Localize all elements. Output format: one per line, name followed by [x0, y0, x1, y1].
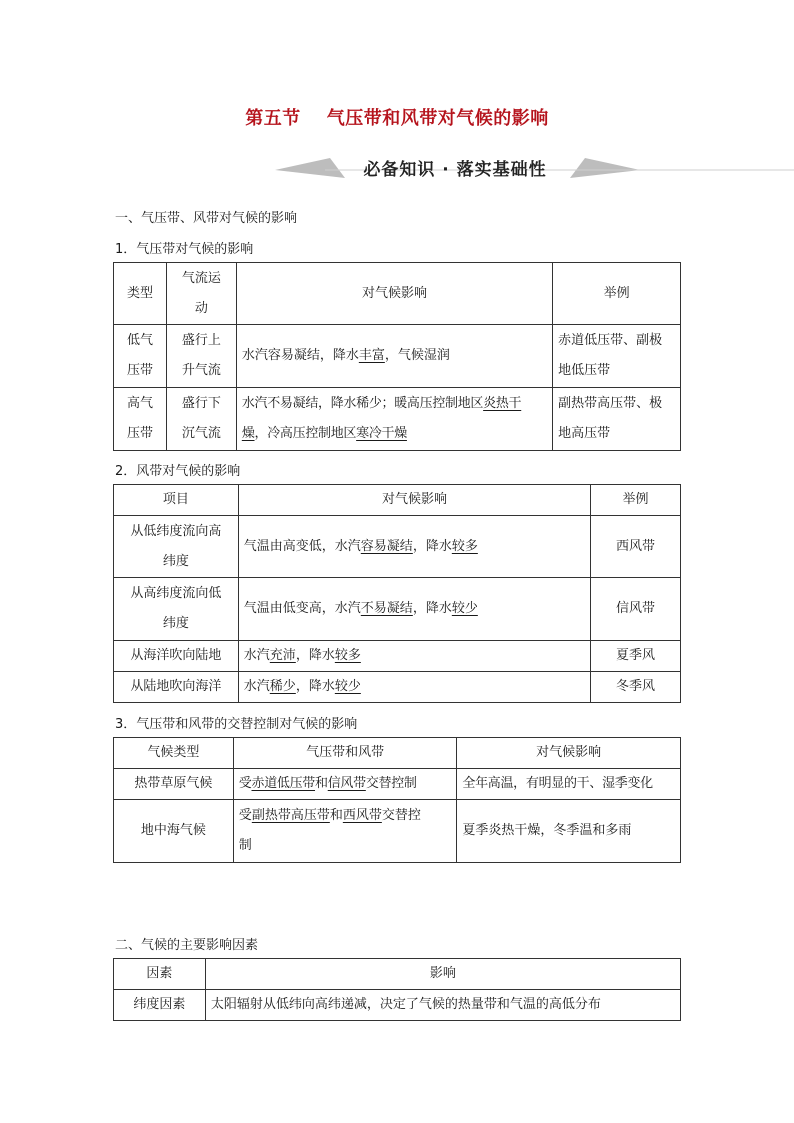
cell-text: 气温由低变高，水汽 — [243, 601, 361, 616]
table-header-row — [114, 485, 681, 516]
header-cell — [166, 263, 236, 325]
effect-cell — [238, 516, 590, 578]
header-cell: 对气候影响 — [236, 263, 552, 325]
cell-text: 交替控制 — [365, 776, 417, 791]
cell-text: 受 — [238, 808, 252, 823]
title-section-number: 第五节 — [245, 108, 301, 129]
cell-text: 水汽不易凝结，降水稀少；暖高压控制地区 — [241, 396, 484, 411]
banner-label: 必备知识 · 落实基础性 — [363, 160, 547, 180]
underlined-answer: 稀少 — [269, 679, 296, 694]
underlined-answer: 寒冷干燥 — [356, 426, 407, 441]
pressure-belt-table — [113, 262, 681, 451]
header-cell: 气压带和风带 — [233, 738, 457, 769]
cell-text: 制 — [238, 838, 252, 853]
underlined-answer: 西风带 — [342, 808, 382, 823]
example-cell: 信风带 — [591, 578, 681, 641]
example-cell: 夏季风 — [591, 641, 681, 672]
header-cell: 因素 — [114, 959, 206, 990]
wind-belt-table — [113, 484, 681, 703]
effect-cell: 夏季炎热干燥，冬季温和多雨 — [457, 800, 681, 863]
cell-text: 副热带高压带、极 地高压带 — [558, 396, 663, 441]
underlined-answer: 较少 — [334, 679, 361, 694]
belts-cell — [233, 800, 457, 863]
effect-cell: 全年高温，有明显的干、湿季变化 — [457, 769, 681, 800]
cell-text: 盛行下 沉气流 — [181, 396, 221, 441]
cell-text: 从低纬度流向高 纬度 — [130, 523, 222, 569]
underlined-answer: 赤道低压带 — [251, 776, 316, 791]
underlined-answer: 燥 — [241, 426, 255, 441]
climate-cell: 地中海气候 — [114, 800, 234, 863]
table3-heading: 3．气压带和风带的交替控制对气候的影响 — [115, 717, 358, 732]
motion-cell — [166, 388, 236, 451]
effect-cell — [238, 641, 590, 672]
underlined-answer: 较少 — [451, 601, 478, 616]
underlined-answer: 不易凝结 — [360, 601, 413, 616]
cell-text: 盛行上 升气流 — [181, 333, 221, 378]
item-cell: 从海洋吹向陆地 — [114, 641, 239, 672]
effect-cell — [238, 578, 590, 641]
underlined-answer: 充沛 — [269, 648, 296, 663]
header-cell: 对气候影响 — [457, 738, 681, 769]
climate-cell: 热带草原气候 — [114, 769, 234, 800]
underlined-answer: 信风带 — [327, 776, 366, 791]
effect-cell — [238, 672, 590, 703]
header-text: 气流运 动 — [181, 270, 221, 316]
cell-text: 和 — [315, 776, 328, 791]
table-row — [114, 325, 681, 388]
table2-heading: 2．风带对气候的影响 — [115, 464, 241, 479]
belts-cell — [233, 769, 457, 800]
underlined-answer: 容易凝结 — [360, 538, 413, 554]
table-row — [114, 516, 681, 578]
underlined-answer: 较多 — [451, 538, 478, 554]
table-row — [114, 641, 681, 672]
header-cell: 影响 — [205, 959, 680, 990]
cell-text: ，降水 — [412, 601, 452, 616]
underlined-answer: 副热带高压带 — [251, 808, 330, 823]
title-text: 气压带和风带对气候的影响 — [326, 108, 549, 129]
table-row — [114, 990, 681, 1021]
table-header-row — [114, 738, 681, 769]
table-row — [114, 672, 681, 703]
cell-text: 水汽 — [243, 679, 270, 694]
table1-heading: 1．气压带对气候的影响 — [115, 242, 254, 257]
cell-text: 交替控 — [381, 808, 421, 823]
cell-text: 水汽容易凝结，降水 — [241, 348, 359, 363]
cell-text: ，降水 — [412, 538, 452, 554]
motion-cell — [166, 325, 236, 388]
example-cell: 冬季风 — [591, 672, 681, 703]
effect-cell — [236, 388, 552, 451]
climate-factors-table — [113, 958, 681, 1021]
page-title — [0, 104, 794, 130]
header-cell: 气候类型 — [114, 738, 234, 769]
section2-heading: 二、气候的主要影响因素 — [115, 938, 259, 953]
cell-text: 高气 压带 — [126, 396, 153, 441]
header-cell: 项目 — [114, 485, 239, 516]
table-header-row — [114, 959, 681, 990]
cell-text: 水汽 — [243, 648, 270, 663]
cell-text: 从高纬度流向低 纬度 — [130, 586, 222, 631]
table-row — [114, 388, 681, 451]
factor-cell: 纬度因素 — [114, 990, 206, 1021]
item-cell — [114, 516, 239, 578]
cell-text: 低气 压带 — [126, 333, 153, 378]
type-cell — [114, 388, 167, 451]
header-cell: 对气候影响 — [238, 485, 590, 516]
item-cell — [114, 578, 239, 641]
effect-cell: 太阳辐射从低纬向高纬递减，决定了气候的热量带和气温的高低分布 — [205, 990, 680, 1021]
cell-text: 赤道低压带、副极 地低压带 — [558, 333, 663, 378]
header-cell: 举例 — [553, 263, 681, 325]
type-cell — [114, 325, 167, 388]
section1-heading: 一、气压带、风带对气候的影响 — [115, 211, 298, 226]
table-header-row — [114, 263, 681, 325]
cell-text: ，降水 — [295, 648, 335, 663]
cell-text: ，气候湿润 — [384, 348, 450, 363]
item-cell: 从陆地吹向海洋 — [114, 672, 239, 703]
cell-text: ，冷高压控制地区 — [254, 426, 357, 441]
example-cell: 西风带 — [591, 516, 681, 578]
header-cell: 类型 — [114, 263, 167, 325]
cell-text: ，降水 — [295, 679, 335, 694]
table-row — [114, 800, 681, 863]
cell-text: 受 — [238, 776, 252, 791]
alternating-control-table — [113, 737, 681, 863]
example-cell — [553, 388, 681, 451]
table-row — [114, 578, 681, 641]
effect-cell — [236, 325, 552, 388]
cell-text: 气温由高变低，水汽 — [243, 538, 361, 554]
underlined-answer: 炎热干 — [483, 396, 522, 411]
table-row — [114, 769, 681, 800]
cell-text: 和 — [329, 808, 343, 823]
example-cell — [553, 325, 681, 388]
underlined-answer: 丰富 — [358, 348, 385, 363]
underlined-answer: 较多 — [334, 648, 361, 663]
header-cell: 举例 — [591, 485, 681, 516]
